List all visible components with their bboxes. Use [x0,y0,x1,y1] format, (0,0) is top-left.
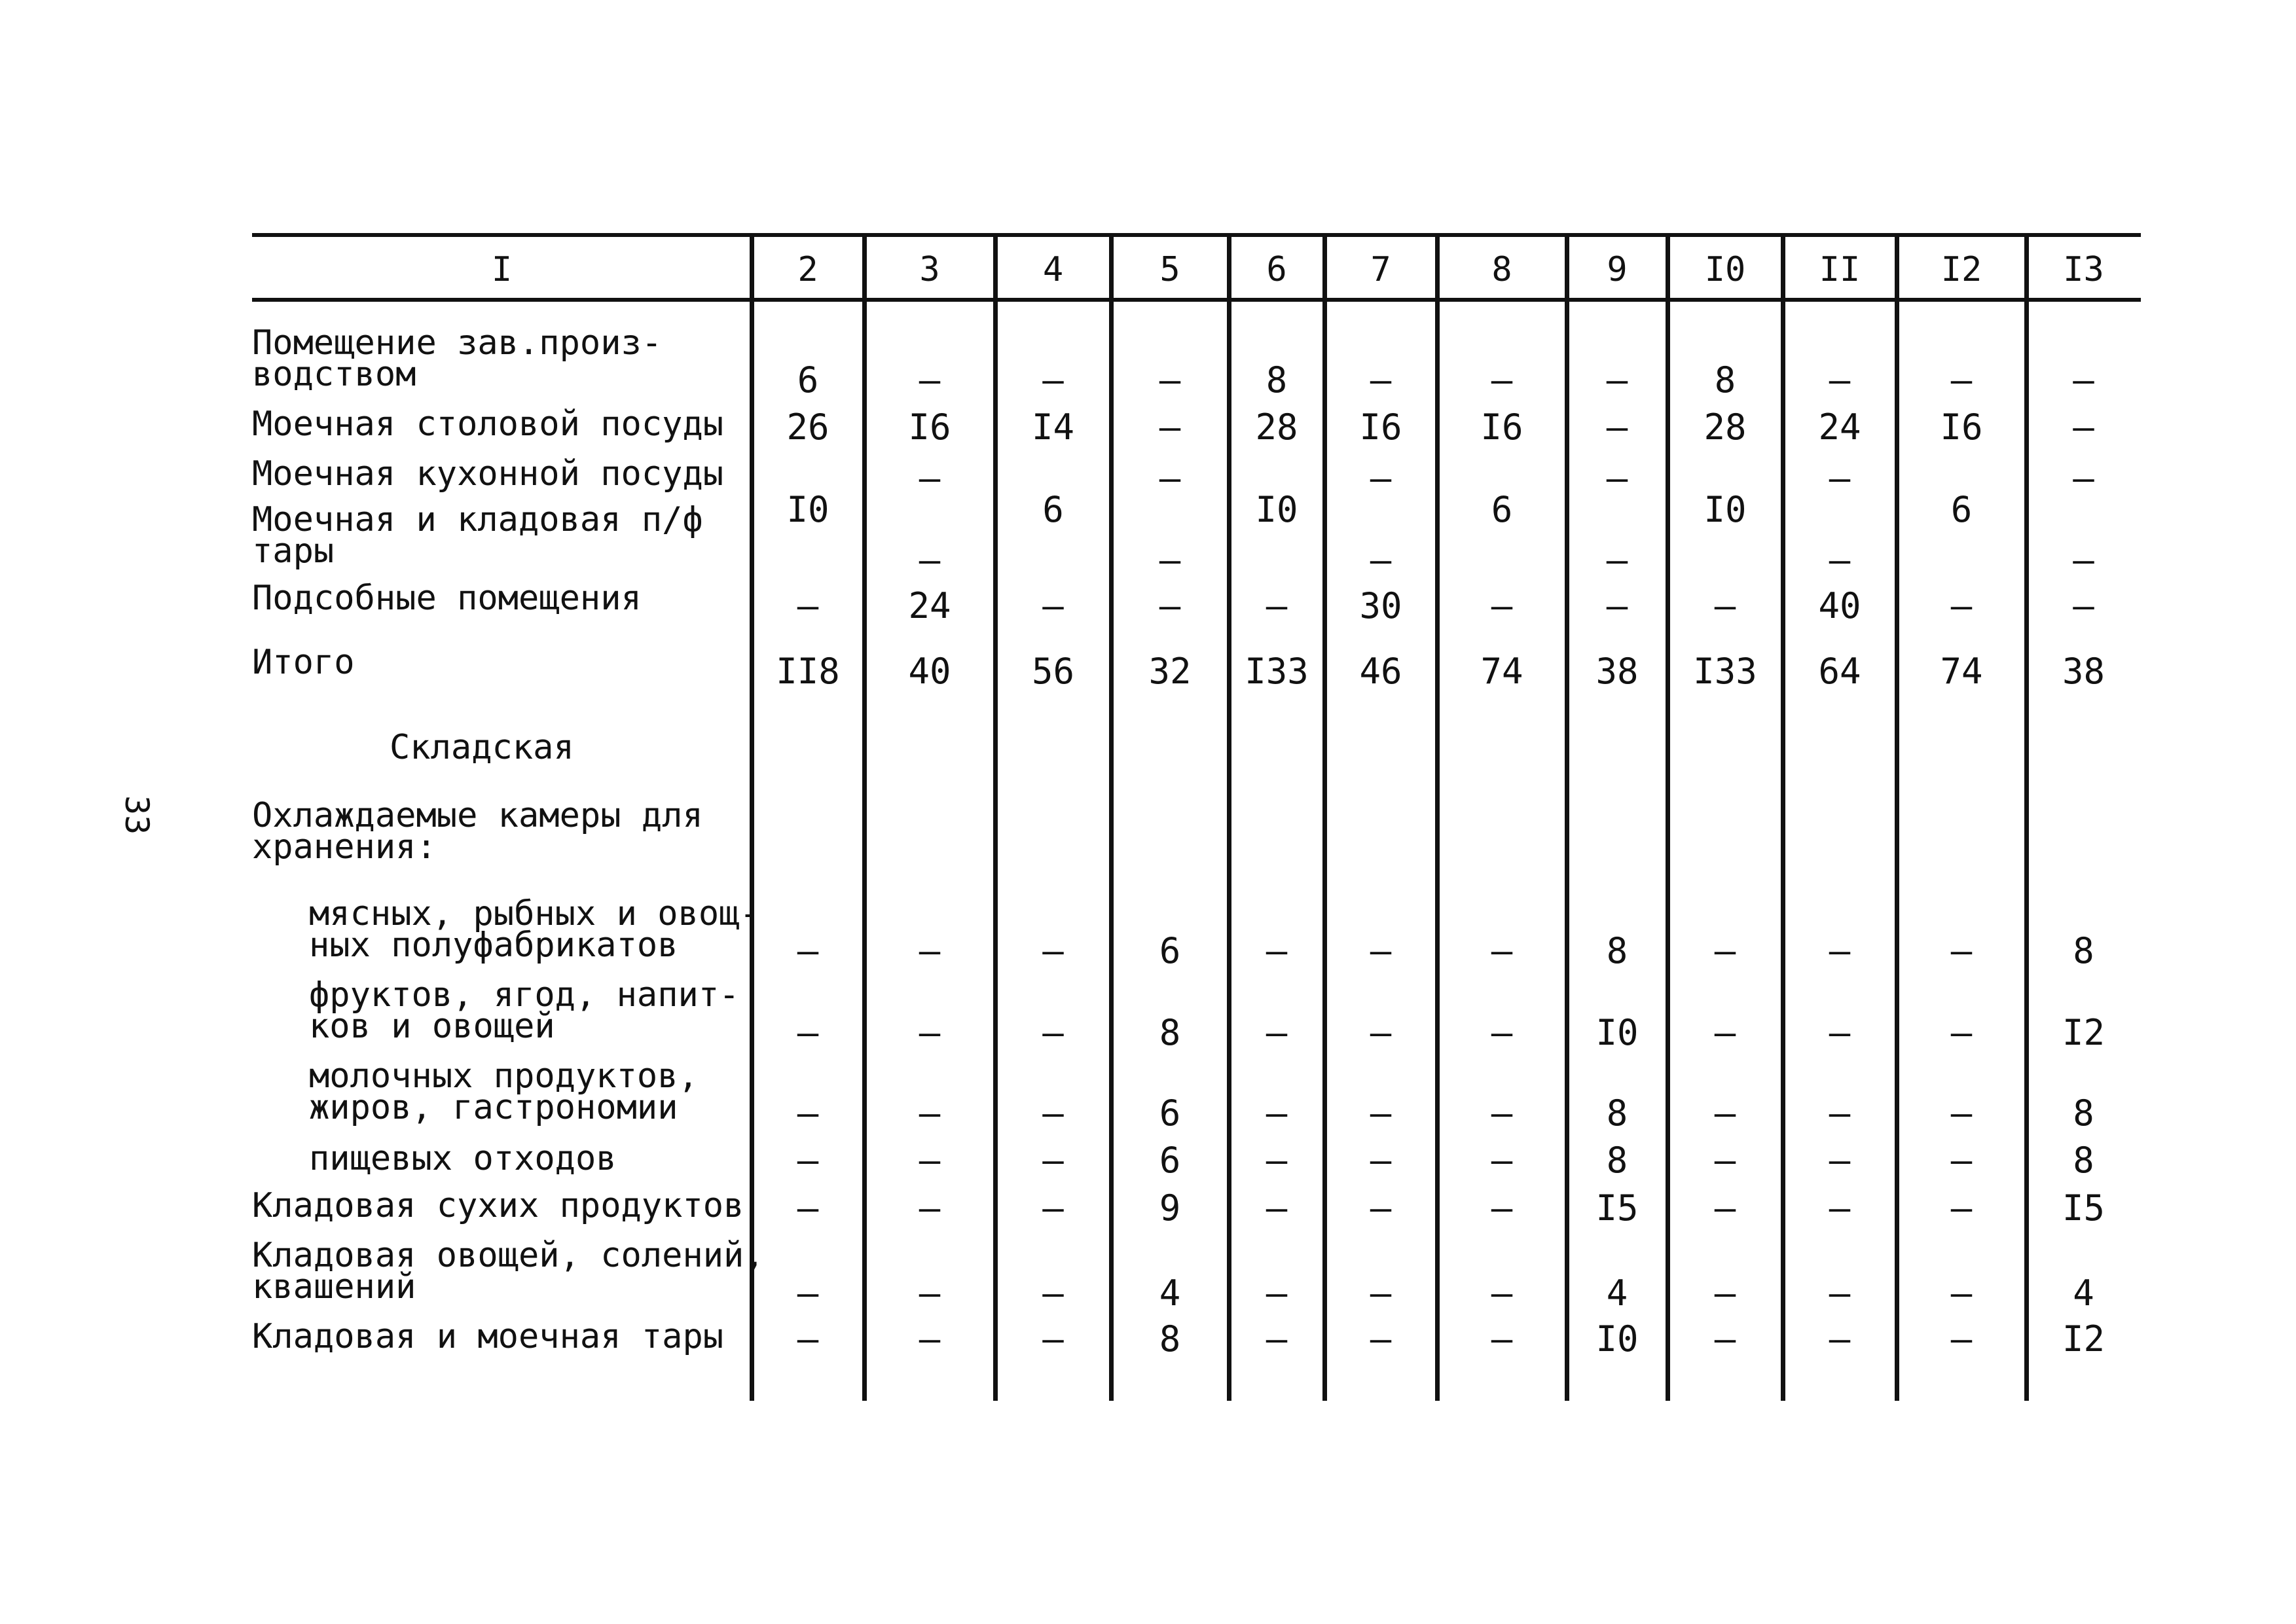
table-cell: 8 [1714,359,1736,401]
table-cell: – [1370,1139,1392,1181]
table-cell: – [1714,1139,1736,1181]
table-cell: – [1370,457,1392,499]
table-cell: – [1714,929,1736,971]
table-cell: – [797,929,819,971]
table-cell: – [1829,1139,1851,1181]
table-cell: 4 [2073,1272,2094,1314]
table-cell: – [1266,1318,1288,1360]
table-cell: – [1159,585,1181,626]
row-label: Подсобные помещения [252,579,642,618]
table-cell: – [1829,539,1851,581]
table-cell: II8 [776,650,840,692]
table-cell: 6 [797,359,819,401]
row-label: Моечная и кладовая п/ф тары [252,500,703,571]
table-cell: – [1491,1011,1513,1053]
table-cell: – [2073,585,2094,626]
table-cell: – [1714,585,1736,626]
table-cell: – [1159,539,1181,581]
table-cell: I5 [1595,1187,1639,1229]
row-label: Помещение зав.произ- водством [252,323,663,394]
table-cell: – [1042,1092,1064,1134]
table-cell: 38 [2062,650,2105,692]
table-cell: I6 [1480,406,1523,448]
table-cell: – [1370,929,1392,971]
header-column-number: II [1819,250,1861,289]
row-label: молочных продуктов, жиров, гастрономии [309,1056,699,1127]
header-column-number: 5 [1159,250,1180,289]
table-cell: – [1266,929,1288,971]
table-cell: – [797,1011,819,1053]
table-cell: – [1606,406,1628,448]
table-cell: I6 [1359,406,1402,448]
table-cell: 74 [1940,650,1983,692]
row-label: мясных, рыбных и овощ- ных полуфабрикатов [309,894,760,965]
table-cell: – [1042,359,1064,401]
table-cell: – [1950,1092,1973,1134]
row-label: пищевых отходов [309,1139,617,1178]
table-cell: – [1491,1318,1513,1360]
table-cell: – [1491,1139,1513,1181]
table-cell: I6 [908,406,951,448]
table-cell: – [1714,1092,1736,1134]
table-cell: – [1829,1318,1851,1360]
table-cell: 8 [1606,929,1628,971]
table-cell: – [1829,929,1851,971]
table-cell: 8 [2073,1092,2094,1134]
table-cell: – [1159,457,1181,499]
table-cell: – [1042,929,1064,971]
table-cell: – [1950,1272,1973,1314]
table-cell: 40 [1818,585,1861,626]
table-cell: – [1714,1318,1736,1360]
table-cell: – [1370,1272,1392,1314]
table-cell: 6 [1950,488,1973,530]
table-cell: 38 [1595,650,1639,692]
table-cell: 28 [1255,406,1298,448]
table-cell: 8 [1606,1139,1628,1181]
table-cell: – [1829,359,1851,401]
table-cell: – [1829,1187,1851,1229]
table-cell: – [919,1187,941,1229]
table-cell: 56 [1031,650,1075,692]
table-cell: – [919,457,941,499]
table-cell: – [919,1272,941,1314]
table-cell: I0 [786,488,829,530]
table-cell: 4 [1606,1272,1628,1314]
header-label-column: I [491,250,513,289]
table-cell: I5 [2062,1187,2105,1229]
row-label: фруктов, ягод, напит- ков и овощей [309,975,740,1046]
table-cell: – [919,929,941,971]
table-top-rule [252,233,2141,237]
table-cell: – [1042,1272,1064,1314]
table-cell: – [1714,1011,1736,1053]
table-cell: I4 [1031,406,1075,448]
table-cell: 8 [1606,1092,1628,1134]
table-cell: – [1266,1092,1288,1134]
row-label: Итого [252,643,355,682]
header-column-number: 2 [797,250,818,289]
table-cell: – [1370,1318,1392,1360]
table-cell: – [1714,1272,1736,1314]
table-cell: 46 [1359,650,1402,692]
table-cell: – [2073,539,2094,581]
table-cell: – [1491,1187,1513,1229]
header-column-number: I3 [2063,250,2104,289]
table-cell: – [1266,1272,1288,1314]
table-cell: – [1606,585,1628,626]
row-label: Кладовая сухих продуктов [252,1186,744,1225]
table-cell: 6 [1159,1092,1181,1134]
table-cell: I33 [1693,650,1757,692]
page-number: 33 [118,795,156,835]
header-column-number: I0 [1704,250,1746,289]
table-cell: – [2073,359,2094,401]
table-cell: – [1159,359,1181,401]
table-cell: – [1042,1139,1064,1181]
table-cell: – [1266,1011,1288,1053]
header-column-number: 6 [1266,250,1287,289]
table-cell: 8 [1266,359,1288,401]
row-label: Моечная кухонной посуды [252,454,724,494]
table-cell: – [1370,1187,1392,1229]
table-cell: – [1829,1011,1851,1053]
table-cell: 6 [1491,488,1513,530]
table-cell: 74 [1480,650,1523,692]
table-cell: – [1042,1318,1064,1360]
table-cell: – [1606,539,1628,581]
table-cell: – [1370,1092,1392,1134]
table-cell: 30 [1359,585,1402,626]
table-cell: – [797,1318,819,1360]
table-cell: 40 [908,650,951,692]
table-cell: 8 [1159,1011,1181,1053]
table-cell: – [1370,359,1392,401]
table-cell: – [919,1318,941,1360]
table-cell: – [1266,585,1288,626]
table-cell: – [919,1139,941,1181]
table-cell: – [1829,1272,1851,1314]
table-cell: – [919,539,941,581]
table-cell: – [1491,1092,1513,1134]
table-cell: – [1370,1011,1392,1053]
table-cell: – [1042,585,1064,626]
table-cell: – [1370,539,1392,581]
table-cell: – [1829,1092,1851,1134]
table-cell: – [919,1092,941,1134]
table-cell: 24 [908,585,951,626]
table-cell: – [1491,585,1513,626]
table-cell: 8 [2073,929,2094,971]
table-cell: – [1950,359,1973,401]
table-cell: – [1950,1011,1973,1053]
table-cell: – [1159,406,1181,448]
table-cell: – [2073,457,2094,499]
table-cell: – [1042,1011,1064,1053]
group-title: Охлаждаемые камеры для хранения: [252,796,703,867]
table-cell: 32 [1148,650,1192,692]
table-cell: – [1491,1272,1513,1314]
table-cell: 64 [1818,650,1861,692]
table-cell: – [919,1011,941,1053]
table-cell: – [1950,929,1973,971]
table-cell: – [797,585,819,626]
table-header-rule [252,298,2141,302]
table-cell: 6 [1042,488,1064,530]
table-cell: I2 [2062,1011,2105,1053]
table-cell: I2 [2062,1318,2105,1360]
table-cell: 9 [1159,1187,1181,1229]
table-cell: – [1266,1187,1288,1229]
header-column-number: I2 [1941,250,1982,289]
table-cell: I0 [1255,488,1298,530]
table-cell: – [2073,406,2094,448]
header-column-number: 7 [1370,250,1391,289]
table-cell: I6 [1940,406,1983,448]
table-cell: – [1950,1139,1973,1181]
table-cell: – [1950,585,1973,626]
table-cell: – [1491,359,1513,401]
table-cell: – [1042,1187,1064,1229]
table-cell: 8 [1159,1318,1181,1360]
table-cell: – [797,1187,819,1229]
table-cell: 26 [786,406,829,448]
table-cell: – [1266,1139,1288,1181]
table-cell: I0 [1595,1318,1639,1360]
table-cell: 24 [1818,406,1861,448]
table-cell: – [1606,457,1628,499]
table-cell: 4 [1159,1272,1181,1314]
table-cell: – [1829,457,1851,499]
header-column-number: 9 [1607,250,1628,289]
table-cell: – [1606,359,1628,401]
row-label: Кладовая и моечная тары [252,1317,724,1356]
section-title: Складская [390,728,574,767]
table-cell: – [1714,1187,1736,1229]
table-cell: – [919,359,941,401]
table-cell: 8 [2073,1139,2094,1181]
table-cell: – [797,1092,819,1134]
table-cell: – [1950,1187,1973,1229]
row-label: Моечная столовой посуды [252,405,724,444]
table-cell: I0 [1595,1011,1639,1053]
table-cell: I33 [1245,650,1309,692]
table-cell: – [1950,1318,1973,1360]
table-cell: 6 [1159,1139,1181,1181]
table-cell: 6 [1159,929,1181,971]
header-column-number: 4 [1042,250,1064,289]
table-cell: I0 [1704,488,1747,530]
header-column-number: 3 [919,250,940,289]
table-cell: 28 [1704,406,1747,448]
row-label: Кладовая овощей, солений, квашений [252,1236,765,1307]
header-column-number: 8 [1491,250,1512,289]
table-cell: – [797,1139,819,1181]
table-cell: – [797,1272,819,1314]
table-cell: – [1491,929,1513,971]
